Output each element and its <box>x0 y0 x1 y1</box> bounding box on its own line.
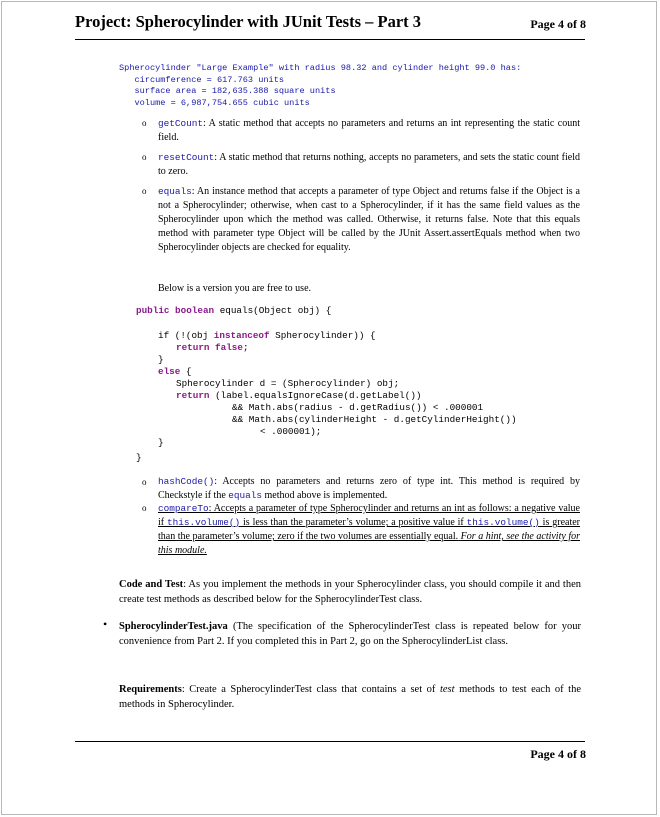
hint-text: For a hint, see the activity for this module. <box>158 531 581 556</box>
code-line: return false; <box>176 342 249 353</box>
method-name: hashCode() <box>158 476 215 487</box>
code-line: } <box>158 354 164 365</box>
method-name: equals <box>158 186 192 197</box>
code-line: && Math.abs(cylinderHeight - d.getCylinderHeight()) <box>232 414 517 425</box>
sub-bullet-icon: o <box>142 503 147 513</box>
method-equals <box>158 185 580 255</box>
method-name: getCount <box>158 118 204 129</box>
footer-rule <box>75 741 585 742</box>
method-name: compareTo <box>158 503 209 514</box>
code-and-test-paragraph: Code and Test: As you implement the methods in your Spherocylinder class, you should compile it and then create test methods as described below for the SpherocylinderTest class. <box>119 579 582 605</box>
page-title: Project: Spherocylinder with JUnit Tests – Part 3 <box>75 12 422 31</box>
method-hashcode: hashCode(): Accepts no parameters and returns zero of type int. This method is required by Checkstyle if the equals method above is implemented. <box>158 476 580 501</box>
code-line: && Math.abs(radius - d.getRadius()) < .000001 <box>232 402 484 413</box>
output-line: surface area = 182,635.388 square units <box>119 86 336 96</box>
code-line: Spherocylinder d = (Spherocylinder) obj; <box>176 378 400 389</box>
sub-bullet-icon: o <box>142 477 147 487</box>
header-page-number: Page 4 of 8 <box>530 17 586 31</box>
code-line: if (!(obj instanceof Spherocylinder)) { <box>158 330 376 341</box>
footer-page-number: Page 4 of 8 <box>530 747 586 761</box>
method-desc: : A static method that returns nothing, accepts no parameters, and sets the static count field to zero. <box>158 152 580 177</box>
code-line: } <box>136 452 142 463</box>
main-bullet-icon: • <box>103 617 108 631</box>
output-line: Spherocylinder "Large Example" with radius 98.32 and cylinder height 99.0 has: <box>119 63 522 73</box>
test-file-paragraph: SpherocylinderTest.java (The specification of the SpherocylinderTest class is repeated below for your convenience from Part 2. If you completed this in Part 2, go on the SpherocylinderList class. <box>119 621 581 647</box>
sub-bullet-icon: o <box>142 152 147 162</box>
method-desc: : A static method that accepts no parameters and returns an int representing the static count field. <box>158 118 580 143</box>
version-note: Below is a version you are free to use. <box>158 283 312 294</box>
sub-bullet-icon: o <box>142 186 147 196</box>
output-line: volume = 6,987,754.655 cubic units <box>119 97 310 108</box>
code-line: } <box>158 437 164 448</box>
method-desc: : An instance method that accepts a parameter of type Object and returns false if the Object is a not a Spherocylinder; otherwise, when cast to a Spherocylinder, if it has the same field values as the Spherocylinder upon which the method was called. Otherwise, it returns false. Note that this equals method with parameter type Object will be called by the JUnit Assert.assertEquals method when two Spherocylinder objects are checked for equality. <box>158 186 580 253</box>
method-getcount <box>158 117 580 145</box>
output-line: circumference = 617.763 units <box>119 74 285 85</box>
sub-bullet-icon: o <box>142 118 147 128</box>
sample-output <box>119 63 521 109</box>
requirements-paragraph: Requirements: Create a SpherocylinderTest class that contains a set of test methods to test each of the methods in Spherocylinder. <box>119 684 581 710</box>
code-line: else { <box>158 366 192 377</box>
method-name: resetCount <box>158 152 215 163</box>
code-line: public boolean equals(Object obj) { <box>136 305 332 316</box>
method-compareto: compareTo: Accepts a parameter of type Spherocylinder and returns an int as follows: a negative value if this.volume() is less than the parameter’s volume; a positive value if this.volume() is greater than the parameter’s volume; zero if the two volumes are essentially equal. For a hint, see the activity for this module. <box>158 503 581 556</box>
header-rule <box>75 39 585 40</box>
code-line: return (label.equalsIgnoreCase(d.getLabel()) <box>176 390 422 401</box>
method-resetcount <box>158 151 580 179</box>
code-line: < .000001); <box>260 426 322 437</box>
